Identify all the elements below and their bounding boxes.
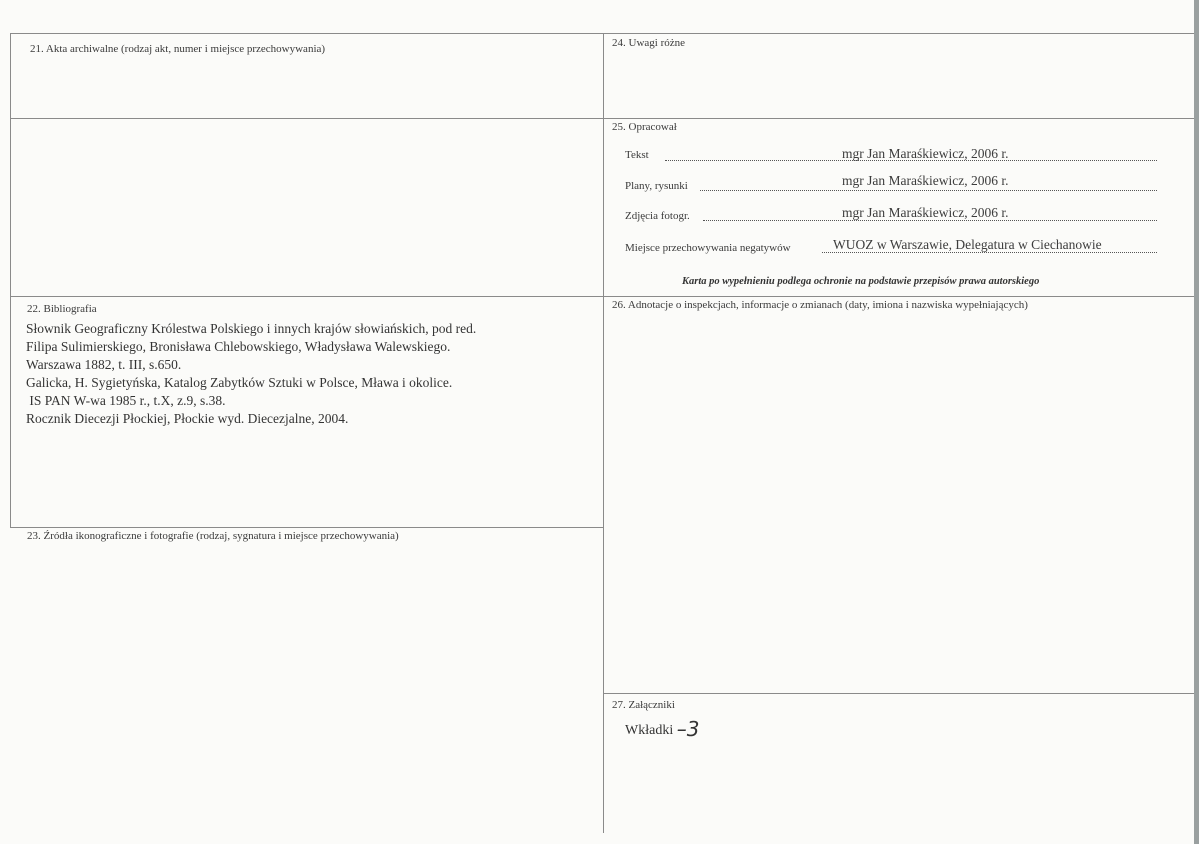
field-23-label: 23. Źródła ikonograficzne i fotografie (rodzaj, sygnatura i miejsce przechowywania) bbox=[27, 530, 399, 542]
plany-label: Plany, rysunki bbox=[625, 180, 688, 192]
plany-dotted-line bbox=[700, 190, 1157, 191]
bibliography-line: Warszawa 1882, t. III, s.650. bbox=[26, 357, 182, 372]
plany-value: mgr Jan Maraśkiewicz, 2006 r. bbox=[842, 173, 1009, 188]
bibliography-line: IS PAN W-wa 1985 r., t.X, z.9, s.38. bbox=[26, 393, 226, 408]
copyright-notice: Karta po wypełnieniu podlega ochronie na podstawie przepisów prawa autorskiego bbox=[682, 276, 1040, 287]
field-24-label: 24. Uwagi różne bbox=[612, 37, 686, 49]
bibliography-line: Słownik Geograficzny Królestwa Polskiego i innych krajów słowiańskich, pod red. bbox=[26, 321, 477, 336]
negatywy-value: WUOZ w Warszawie, Delegatura w Ciechanowie bbox=[833, 237, 1102, 252]
tekst-label: Tekst bbox=[625, 149, 649, 161]
row-divider-21 bbox=[10, 118, 1196, 119]
bibliography-line: Galicka, H. Sygietyńska, Katalog Zabytków Sztuki w Polsce, Mława i okolice. bbox=[26, 375, 453, 390]
zdjecia-value: mgr Jan Maraśkiewicz, 2006 r. bbox=[842, 205, 1009, 220]
attachments-label: Wkładki bbox=[625, 723, 674, 738]
field-26-label: 26. Adnotacje o inspekcjach, informacje o zmianach (daty, imiona i nazwiska wypełniających) bbox=[612, 299, 1028, 311]
left-border bbox=[10, 33, 11, 528]
tekst-value: mgr Jan Maraśkiewicz, 2006 r. bbox=[842, 146, 1009, 161]
field-22-label: 22. Bibliografia bbox=[27, 303, 97, 315]
field-25-label: 25. Opracował bbox=[612, 121, 677, 133]
scan-edge bbox=[1194, 0, 1199, 844]
row-divider-27 bbox=[603, 693, 1196, 694]
bibliography-line: Rocznik Diecezji Płockiej, Płockie wyd. Diecezjalne, 2004. bbox=[26, 411, 349, 426]
field-21-label: 21. Akta archiwalne (rodzaj akt, numer i miejsce przechowywania) bbox=[30, 43, 326, 55]
row-divider-23 bbox=[10, 527, 603, 528]
bibliography-list bbox=[26, 320, 476, 428]
attachments-count: –3 bbox=[676, 717, 700, 741]
zdjecia-label: Zdjęcia fotogr. bbox=[625, 210, 690, 222]
center-divider bbox=[603, 33, 604, 833]
negatywy-label: Miejsce przechowywania negatywów bbox=[625, 242, 791, 254]
attachments-entry bbox=[625, 717, 699, 741]
row-divider-22 bbox=[10, 296, 1196, 297]
field-27-label: 27. Załączniki bbox=[612, 699, 675, 711]
bibliography-line: Filipa Sulimierskiego, Bronisława Chlebowskiego, Władysława Walewskiego. bbox=[26, 339, 451, 354]
